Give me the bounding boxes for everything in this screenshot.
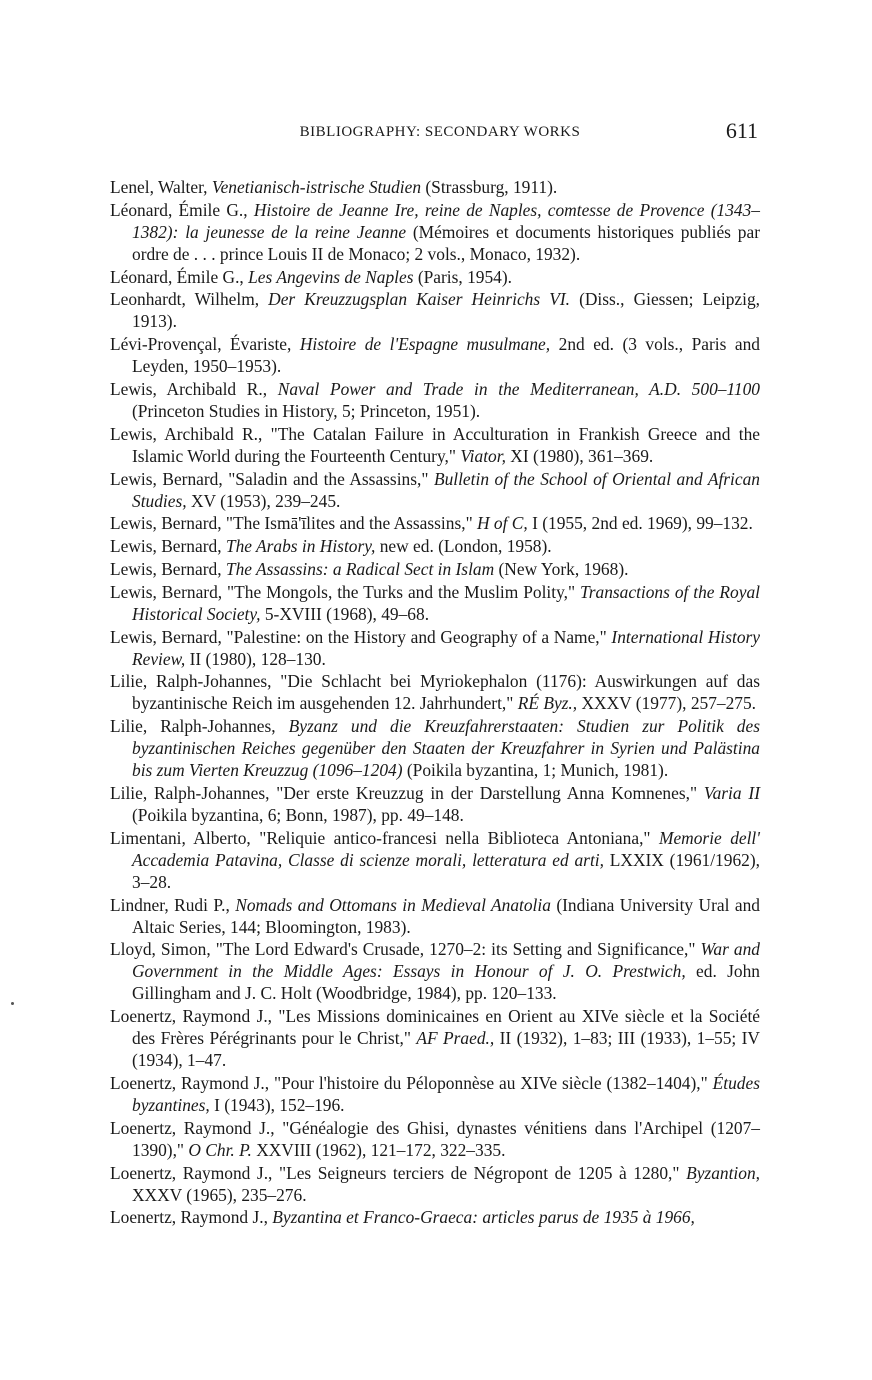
entry-title-italic: Nomads and Ottomans in Medieval Anatolia: [235, 894, 551, 915]
bibliography-entry: [110, 626, 760, 670]
entry-title-italic: Byzantion,: [686, 1162, 760, 1183]
entry-text: (Poikila byzantina, 1; Munich, 1981).: [402, 760, 669, 781]
bibliography-entry: [110, 199, 760, 265]
bibliography-entry: [110, 894, 760, 938]
entry-text: XXXV (1965), 235–276.: [132, 1184, 307, 1205]
entry-text: II (1932), 1–83; III (1933), 1–55; IV (1934), 1–47.: [132, 1028, 760, 1071]
entry-text: (Strassburg, 1911).: [421, 177, 558, 197]
entry-text: Lenel, Walter,: [110, 177, 212, 197]
entry-title-italic: O Chr. P.: [188, 1139, 252, 1160]
entry-title-italic: AF Praed.,: [416, 1028, 495, 1049]
entry-title-italic: Varia II: [703, 782, 760, 803]
entry-title-italic: Transactions of the Royal Historical Society,: [132, 581, 760, 624]
entry-text: (Mémoires et documents historiques publiés par ordre de . . . prince Louis II de Monaco; 2 vols., Monaco, 1932).: [132, 221, 760, 264]
bibliography-entry: [110, 1005, 760, 1071]
running-head: BIBLIOGRAPHY: SECONDARY WORKS: [299, 124, 581, 140]
entry-text: Lilie, Ralph-Johannes, "Der erste Kreuzzug in der Darstellung Anna Komnenes,": [110, 782, 704, 803]
entry-title-italic: Der Kreuzzugsplan Kaiser Heinrichs VI.: [268, 289, 570, 310]
entry-text: LXXIX (1961/1962), 3–28.: [132, 849, 760, 892]
page-number: 611: [725, 118, 758, 143]
bibliography-entry: [110, 266, 760, 288]
entry-text: Lewis, Archibald R., "The Catalan Failure in Acculturation in Frankish Greece and the Islamic World during the Fourteenth Century,": [110, 423, 760, 466]
entry-text: XXXV (1977), 257–275.: [577, 693, 757, 714]
entry-text: Lewis, Archibald R.,: [110, 378, 278, 399]
bibliography-list: [110, 176, 760, 1229]
entry-text: I (1955, 2nd ed. 1969), 99–132.: [527, 513, 753, 534]
entry-title-italic: The Arabs in History,: [225, 536, 376, 557]
entry-text: I (1943), 152–196.: [209, 1094, 345, 1115]
bibliography-entry: [110, 378, 760, 422]
entry-text: XV (1953), 239–245.: [186, 490, 341, 511]
bibliography-entry: [110, 670, 760, 714]
entry-title-italic: Histoire de l'Espagne musulmane,: [299, 334, 551, 355]
entry-text: 2nd ed. (3 vols., Paris and Leyden, 1950–1953).: [132, 334, 760, 377]
entry-text: Lewis, Bernard, "The Mongols, the Turks and the Muslim Polity,": [110, 581, 581, 602]
entry-text: Lewis, Bernard, "Palestine: on the History and Geography of a Name,": [110, 626, 612, 647]
bibliography-entry: [110, 938, 760, 1004]
bibliography-entry: [110, 1072, 760, 1116]
entry-text: (Indiana University Ural and Altaic Series, 144; Bloomington, 1983).: [132, 894, 760, 937]
entry-text: ed. John Gillingham and J. C. Holt (Woodbridge, 1984), pp. 120–133.: [132, 961, 760, 1004]
bibliography-entry: [110, 535, 760, 557]
entry-text: Lévi-Provençal, Évariste,: [110, 334, 300, 355]
entry-title-italic: Venetianisch-istrische Studien: [211, 177, 422, 197]
bibliography-entry: [110, 333, 760, 377]
bibliography-entry: [110, 1206, 760, 1228]
entry-text: Lindner, Rudi P.,: [110, 894, 236, 915]
entry-text: Lewis, Bernard, "Saladin and the Assassins,": [110, 468, 434, 489]
entry-text: XXVIII (1962), 121–172, 322–335.: [251, 1139, 506, 1160]
entry-title-italic: International History Review,: [132, 626, 761, 669]
stray-ink-dot: [11, 1002, 14, 1005]
entry-text: (Paris, 1954).: [413, 266, 513, 287]
bibliography-entry: [110, 715, 760, 781]
bibliography-entry: [110, 1117, 760, 1161]
entry-title-italic: Histoire de Jeanne Ire, reine de Naples, comtesse de Provence (1343–1382): la jeunesse de la reine Jeanne: [132, 199, 760, 242]
entry-text: Lewis, Bernard, "The Ismā'īlites and the Assassins,": [110, 513, 478, 534]
entry-text: new ed. (London, 1958).: [375, 536, 552, 557]
entry-text: (Diss., Giessen; Leipzig, 1913).: [132, 289, 760, 332]
entry-title-italic: H of C,: [477, 513, 528, 534]
entry-text: (Princeton Studies in History, 5; Princeton, 1951).: [132, 400, 481, 421]
entry-title-italic: Memorie dell' Accademia Patavina, Classe di scienze morali, letteratura ed arti,: [132, 827, 760, 870]
bibliography-entry: [110, 581, 760, 625]
entry-text: Léonard, Émile G.,: [110, 199, 254, 220]
entry-title-italic: Byzanz und die Kreuzfahrerstaaten: Studien zur Politik des byzantinischen Reiches gegenüber den Staaten der Kreuzfahrer in Syrien und Palästina bis zum Vierten Kreuzzug (1096–1204): [132, 716, 760, 781]
bibliography-entry: [110, 1162, 760, 1206]
entry-title-italic: War and Government in the Middle Ages: Essays in Honour of J. O. Prestwich,: [132, 939, 760, 982]
entry-text: XI (1980), 361–369.: [505, 445, 654, 466]
bibliography-entry: [110, 558, 760, 580]
entry-text: Loenertz, Raymond J., "Pour l'histoire du Péloponnèse au XIVe siècle (1382–1404),": [110, 1072, 713, 1093]
entry-text: Leonhardt, Wilhelm,: [110, 289, 269, 310]
entry-title-italic: The Assassins: a Radical Sect in Islam: [225, 558, 495, 579]
entry-text: Lloyd, Simon, "The Lord Edward's Crusade, 1270–2: its Setting and Significance,": [110, 939, 701, 960]
bibliography-entry: [110, 288, 760, 332]
entry-text: Léonard, Émile G.,: [110, 266, 249, 287]
entry-text: Lewis, Bernard,: [110, 558, 226, 579]
entry-text: Lilie, Ralph-Johannes, "Die Schlacht bei Myriokephalon (1176): Auswirkungen auf das byzantinische Reich im ausgehenden 12. Jahrhundert,": [110, 671, 760, 714]
entry-text: Loenertz, Raymond J., "Généalogie des Ghisi, dynastes vénitiens dans l'Archipel (1207–1390),": [110, 1117, 760, 1160]
entry-text: II (1980), 128–130.: [185, 648, 326, 669]
entry-text: 5-XVIII (1968), 49–68.: [260, 603, 430, 624]
entry-text: Loenertz, Raymond J., "Les Seigneurs terciers de Négropont de 1205 à 1280,": [110, 1162, 687, 1183]
bibliography-entry: [110, 512, 760, 534]
entry-title-italic: Naval Power and Trade in the Mediterranean, A.D. 500–1100: [277, 378, 760, 399]
entry-text: Lewis, Bernard,: [110, 536, 226, 557]
bibliography-entry: [110, 468, 760, 512]
entry-title-italic: RÉ Byz.,: [517, 693, 578, 714]
entry-text: Loenertz, Raymond J.,: [110, 1207, 273, 1228]
bibliography-entry: [110, 782, 760, 826]
bibliography-entry: [110, 176, 760, 198]
entry-text: Lilie, Ralph-Johannes,: [110, 716, 289, 737]
entry-title-italic: Études byzantines,: [132, 1072, 760, 1115]
entry-text: (New York, 1968).: [494, 558, 629, 579]
entry-text: (Poikila byzantina, 6; Bonn, 1987), pp. 49–148.: [132, 804, 464, 825]
bibliography-entry: [110, 423, 760, 467]
entry-title-italic: Les Angevins de Naples: [248, 266, 414, 287]
entry-title-italic: Byzantina et Franco-Graeca: articles parus de 1935 à 1966,: [272, 1207, 695, 1228]
bibliography-entry: [110, 827, 760, 893]
entry-text: Loenertz, Raymond J., "Les Missions dominicaines en Orient au XIVe siècle et la Société des Frères Pérégrinants pour le Christ,": [110, 1006, 760, 1049]
entry-title-italic: Viator,: [460, 445, 506, 466]
entry-text: Limentani, Alberto, "Reliquie antico-francesi nella Biblioteca Antoniana,": [110, 827, 659, 848]
entry-title-italic: Bulletin of the School of Oriental and African Studies,: [132, 468, 760, 511]
